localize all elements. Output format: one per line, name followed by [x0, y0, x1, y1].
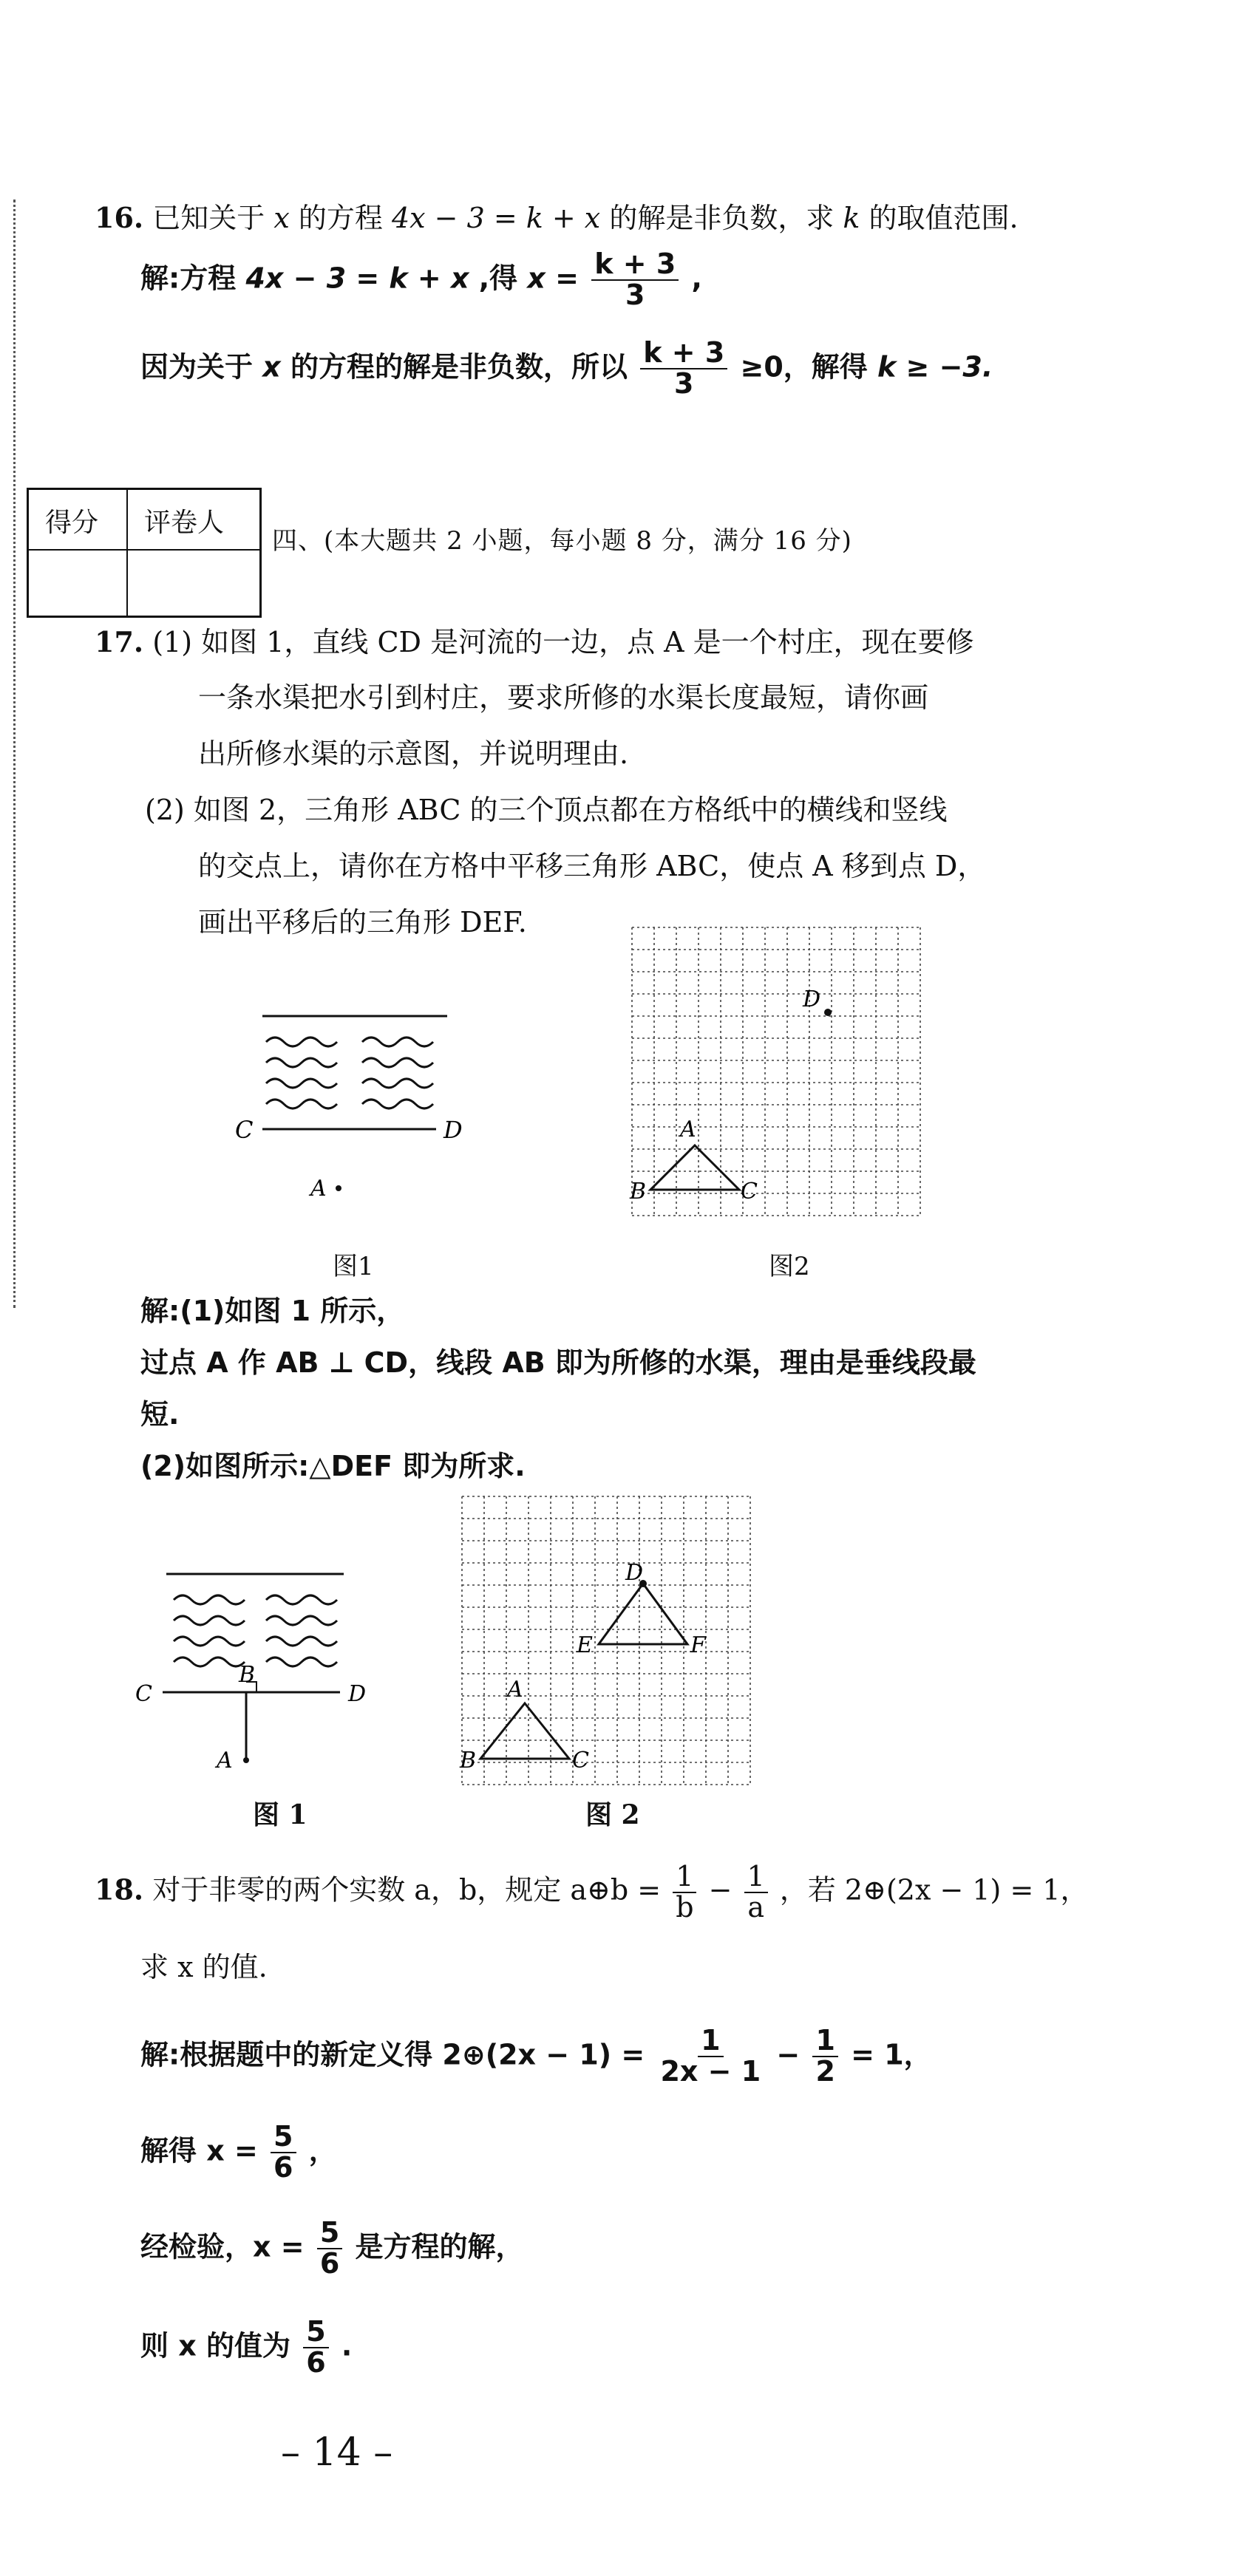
- triangle-abc: [650, 1145, 739, 1190]
- q18-sol1-post: = 1，: [851, 2038, 932, 2071]
- q18-sol1-f1-num: 1: [698, 2026, 723, 2057]
- q18-stem-f2-num: 1: [744, 1862, 768, 1893]
- q18-sol2-num: 5: [271, 2122, 296, 2153]
- q18-sol2-fraction: [271, 2122, 296, 2183]
- q18-sol2-pre: 解得 x =: [140, 2134, 258, 2167]
- label-d: D: [625, 1560, 644, 1586]
- q16-sol2-result: k ≥ −3.: [877, 350, 993, 384]
- q17-solution-figure2-grid: [458, 1493, 776, 1796]
- q17-solution-line4: (2)如图所示:△DEF 即为所求.: [140, 1450, 526, 1482]
- label-a: A: [217, 1748, 233, 1773]
- q18-sol1-f2-num: 1: [812, 2026, 837, 2057]
- grader-label: 评卷人: [144, 508, 225, 538]
- river-waves: [174, 1595, 337, 1666]
- q16-stem-mid: 的方程: [298, 202, 383, 234]
- q18-stem-fraction1: [673, 1862, 696, 1923]
- q18-sol4-num: 5: [303, 2317, 328, 2348]
- label-a: A: [310, 1176, 327, 1202]
- label-d: D: [803, 987, 821, 1012]
- q17-solution-line3: 短.: [140, 1398, 180, 1431]
- q18-sol3-den: 6: [319, 2246, 340, 2280]
- q18-sol2-den: 6: [273, 2150, 293, 2184]
- label-d: D: [348, 1681, 367, 1707]
- q16-stem-var: x: [273, 202, 290, 234]
- q17-solution-line2: 过点 A 作 AB ⊥ CD，线段 AB 即为所修的水渠，理由是垂线段最: [140, 1346, 976, 1379]
- q16-solution-line2: [140, 338, 993, 399]
- q16-stem-end: 的取值范围.: [869, 202, 1019, 234]
- q18-sol4-pre: 则 x 的值为: [140, 2329, 290, 2362]
- q18-solution-line4: [140, 2317, 352, 2378]
- q18-sol1-minus: −: [776, 2038, 801, 2071]
- label-c: C: [135, 1681, 152, 1707]
- label-d: D: [443, 1116, 463, 1144]
- q18-sol1-pre: 解:根据题中的新定义得 2⊕(2x − 1) =: [140, 2038, 645, 2071]
- q18-stem-f1-den: b: [676, 1890, 694, 1924]
- q17-figure1-river: [222, 998, 488, 1219]
- score-table-divider-h: [29, 549, 259, 551]
- score-table-divider-v: [126, 490, 128, 616]
- q17-part2-line2: 的交点上，请你在方格中平移三角形 ABC，使点 A 移到点 D，: [198, 850, 986, 882]
- label-c: C: [572, 1748, 589, 1773]
- grid-lines: [462, 1496, 750, 1785]
- q18-stem-minus: −: [708, 1873, 733, 1907]
- label-a: A: [507, 1677, 523, 1703]
- q18-sol3-fraction: [317, 2218, 342, 2279]
- q16-stem-post: 的解是非负数，求: [609, 202, 835, 234]
- q16-sol2-fraction: [640, 338, 727, 399]
- label-e: E: [577, 1632, 593, 1658]
- q18-sol1-f1-den: 2x − 1: [660, 2054, 761, 2088]
- q18-sol2-post: ，: [308, 2134, 337, 2167]
- label-a: A: [680, 1117, 696, 1142]
- q17-figure2-grid: [628, 924, 931, 1227]
- q18-stem-fraction2: [744, 1862, 768, 1923]
- q18-stem-f2-den: a: [747, 1890, 764, 1924]
- q16-sol2-mid: 的方程的解是非负数，所以: [290, 350, 628, 384]
- q16-sol2-post: ≥0，解得: [740, 350, 868, 384]
- river-waves: [266, 1037, 433, 1108]
- q17-part1-line2: 一条水渠把水引到村庄，要求所修的水渠长度最短，请你画: [198, 681, 929, 714]
- q17-part1-line3: 出所修水渠的示意图，并说明理由.: [198, 737, 629, 770]
- q18-solution-line2: [140, 2122, 337, 2183]
- q17-figure2-caption: 图2: [769, 1252, 810, 1281]
- point-a: [336, 1185, 341, 1191]
- label-c: C: [235, 1116, 254, 1144]
- triangle-abc: [480, 1703, 569, 1759]
- q16-sol1-numerator: k + 3: [591, 250, 679, 281]
- q18-stem-f1-num: 1: [673, 1862, 696, 1893]
- q16-sol1-eq: 4x − 3 = k + x: [245, 262, 469, 295]
- q17-solution-line1: 解:(1)如图 1 所示，: [140, 1295, 405, 1327]
- q17-part2-line1: (2) 如图 2，三角形 ABC 的三个顶点都在方格纸中的横线和竖线: [145, 794, 948, 826]
- q18-sol3-num: 5: [317, 2218, 342, 2249]
- q18-number: 18.: [95, 1873, 144, 1907]
- q17-solution-figure1: [129, 1559, 395, 1788]
- q16-number: 16.: [95, 201, 144, 234]
- triangle-def: [599, 1584, 687, 1644]
- section-4-title: 四、(本大题共 2 小题，每小题 8 分，满分 16 分): [272, 526, 852, 556]
- binding-margin-line: [13, 200, 16, 1308]
- q17-number: 17.: [95, 625, 144, 658]
- q18-sol4-fraction: [303, 2317, 328, 2378]
- q16-sol2-pre: 因为关于: [140, 350, 254, 384]
- q18-solution-line1: [140, 2026, 932, 2087]
- q18-sol4-den: 6: [306, 2345, 326, 2379]
- q16-sol1-fraction: [591, 250, 679, 310]
- label-b: B: [630, 1179, 647, 1204]
- q16-solution-line1: [140, 250, 702, 310]
- q18-stem-line1: [95, 1862, 1089, 1923]
- q18-sol3-post: 是方程的解，: [355, 2230, 524, 2263]
- q18-sol1-f2-den: 2: [815, 2054, 835, 2088]
- q18-stem-pre: 对于非零的两个实数 a，b，规定 a⊕b =: [152, 1873, 662, 1907]
- point-d: [824, 1009, 832, 1016]
- q16-stem-pre: 已知关于: [152, 202, 265, 234]
- page-number: – 14 –: [281, 2430, 393, 2475]
- label-f: F: [690, 1632, 706, 1658]
- point-a: [243, 1757, 249, 1763]
- q16-sol2-denominator: 3: [674, 367, 694, 400]
- q17-part1-line1: [95, 625, 974, 660]
- label-b: B: [460, 1748, 477, 1773]
- q18-sol1-fraction2: [812, 2026, 837, 2087]
- q18-stem-post: ，若 2⊕(2x − 1) = 1，: [779, 1873, 1089, 1907]
- q18-solution-line3: [140, 2218, 524, 2279]
- q16-sol1-pre: 解:方程: [140, 262, 237, 295]
- q18-stem-line2: 求 x 的值.: [140, 1951, 268, 1983]
- q16-sol1-x: x =: [527, 262, 579, 295]
- q16-sol1-denominator: 3: [625, 278, 645, 311]
- label-c: C: [741, 1179, 758, 1204]
- q16-stem: [95, 201, 1019, 236]
- q17-part1-text1: (1) 如图 1，直线 CD 是河流的一边，点 A 是一个村庄，现在要修: [152, 626, 974, 658]
- q17-solution-figure2-caption: 图 2: [585, 1799, 640, 1830]
- score-label: 得分: [45, 508, 99, 538]
- q18-sol4-post: .: [341, 2329, 353, 2362]
- q16-sol1-mid: ,得: [478, 262, 518, 295]
- score-table: [27, 488, 262, 618]
- grid-lines: [632, 927, 920, 1216]
- q16-sol1-end: ,: [691, 262, 702, 295]
- q16-sol2-var: x: [262, 350, 281, 384]
- q17-part2-line3: 画出平移后的三角形 DEF.: [198, 906, 527, 938]
- q16-stem-eq: 4x − 3 = k + x: [391, 202, 601, 234]
- q17-figure1-caption: 图1: [333, 1252, 374, 1281]
- q16-sol2-numerator: k + 3: [640, 338, 727, 369]
- q18-sol3-pre: 经检验，x =: [140, 2230, 305, 2263]
- label-b: B: [239, 1662, 256, 1688]
- q16-stem-k: k: [843, 202, 860, 234]
- q18-sol1-fraction1: [657, 2026, 764, 2087]
- q17-solution-figure1-caption: 图 1: [253, 1799, 307, 1830]
